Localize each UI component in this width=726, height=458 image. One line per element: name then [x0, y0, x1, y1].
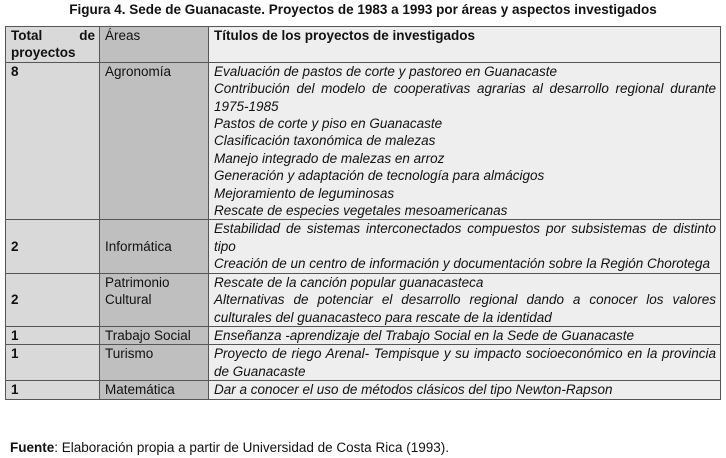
project-title: Dar a conocer el uso de métodos clásicos del tipo Newton-Rapson [214, 382, 613, 398]
project-title: Creación de un centro de información y documentación sobre la Región Chorotega [214, 256, 711, 272]
project-title: Rescate de especies vegetales mesoamericanas [214, 203, 508, 219]
row-area: Patrimonio Cultural [100, 273, 209, 326]
project-title: Pastos de corte y piso en Guanacaste [214, 116, 443, 132]
header-areas: Áreas [100, 27, 209, 63]
project-title: Manejo integrado de malezas en arroz [214, 150, 445, 166]
table-row [6, 381, 721, 399]
row-area: Matemática [100, 381, 209, 399]
row-titles [209, 345, 721, 381]
project-title: Alternativas de potenciar el desarrollo regional dando a conocer los valores culturales del guanacasteco para rescate de la identidad [214, 292, 716, 325]
header-total-word3: proyectos [11, 45, 76, 61]
source-text: : Elaboración propia a partir de Universidad de Costa Rica (1993). [54, 440, 449, 455]
row-titles [209, 326, 721, 344]
row-titles [209, 273, 721, 326]
project-title: Generación y adaptación de tecnología para almácigos [214, 168, 545, 184]
row-titles [209, 381, 721, 399]
table-row [6, 220, 721, 273]
row-area: Turismo [100, 345, 209, 381]
row-titles [209, 220, 721, 273]
project-title: Contribución del modelo de cooperativas agrarias al desarrollo regional durante 1975-1985 [214, 81, 716, 114]
projects-table [5, 26, 721, 400]
row-total: 1 [6, 326, 100, 344]
source-label: Fuente [10, 440, 55, 455]
project-title: Estabilidad de sistemas interconectados compuestos por subsistemas de distinto tipo [214, 221, 716, 254]
header-total-word1: Total [11, 28, 43, 43]
header-total [6, 27, 100, 63]
table-row [6, 273, 721, 326]
source-note [10, 439, 449, 456]
row-total: 8 [6, 62, 100, 220]
figure-caption: Figura 4. Sede de Guanacaste. Proyectos de 1983 a 1993 por áreas y aspectos investigados [69, 2, 657, 17]
row-area: Informática [100, 220, 209, 273]
table-row [6, 345, 721, 381]
row-area: Trabajo Social [100, 326, 209, 344]
row-total: 2 [6, 220, 100, 273]
header-total-word2: de [79, 28, 95, 43]
row-titles [209, 62, 721, 220]
table-header-row [6, 27, 721, 63]
project-title: Mejoramiento de leguminosas [214, 185, 395, 201]
row-area: Agronomía [100, 62, 209, 220]
table-row [6, 62, 721, 220]
row-total: 2 [6, 273, 100, 326]
project-title: Enseñanza -aprendizaje del Trabajo Social en la Sede de Guanacaste [214, 327, 635, 343]
table-row [6, 326, 721, 344]
header-titles: Títulos de los proyectos de investigados [209, 27, 721, 63]
project-title: Evaluación de pastos de corte y pastoreo en Guanacaste [214, 63, 557, 79]
project-title: Rescate de la canción popular guanacasteca [214, 274, 484, 290]
row-total: 1 [6, 345, 100, 381]
project-title: Proyecto de riego Arenal- Tempisque y su impacto socioeconómico en la provincia de Guanacaste [214, 346, 716, 379]
project-title: Clasificación taxonómica de malezas [214, 133, 436, 149]
row-total: 1 [6, 381, 100, 399]
